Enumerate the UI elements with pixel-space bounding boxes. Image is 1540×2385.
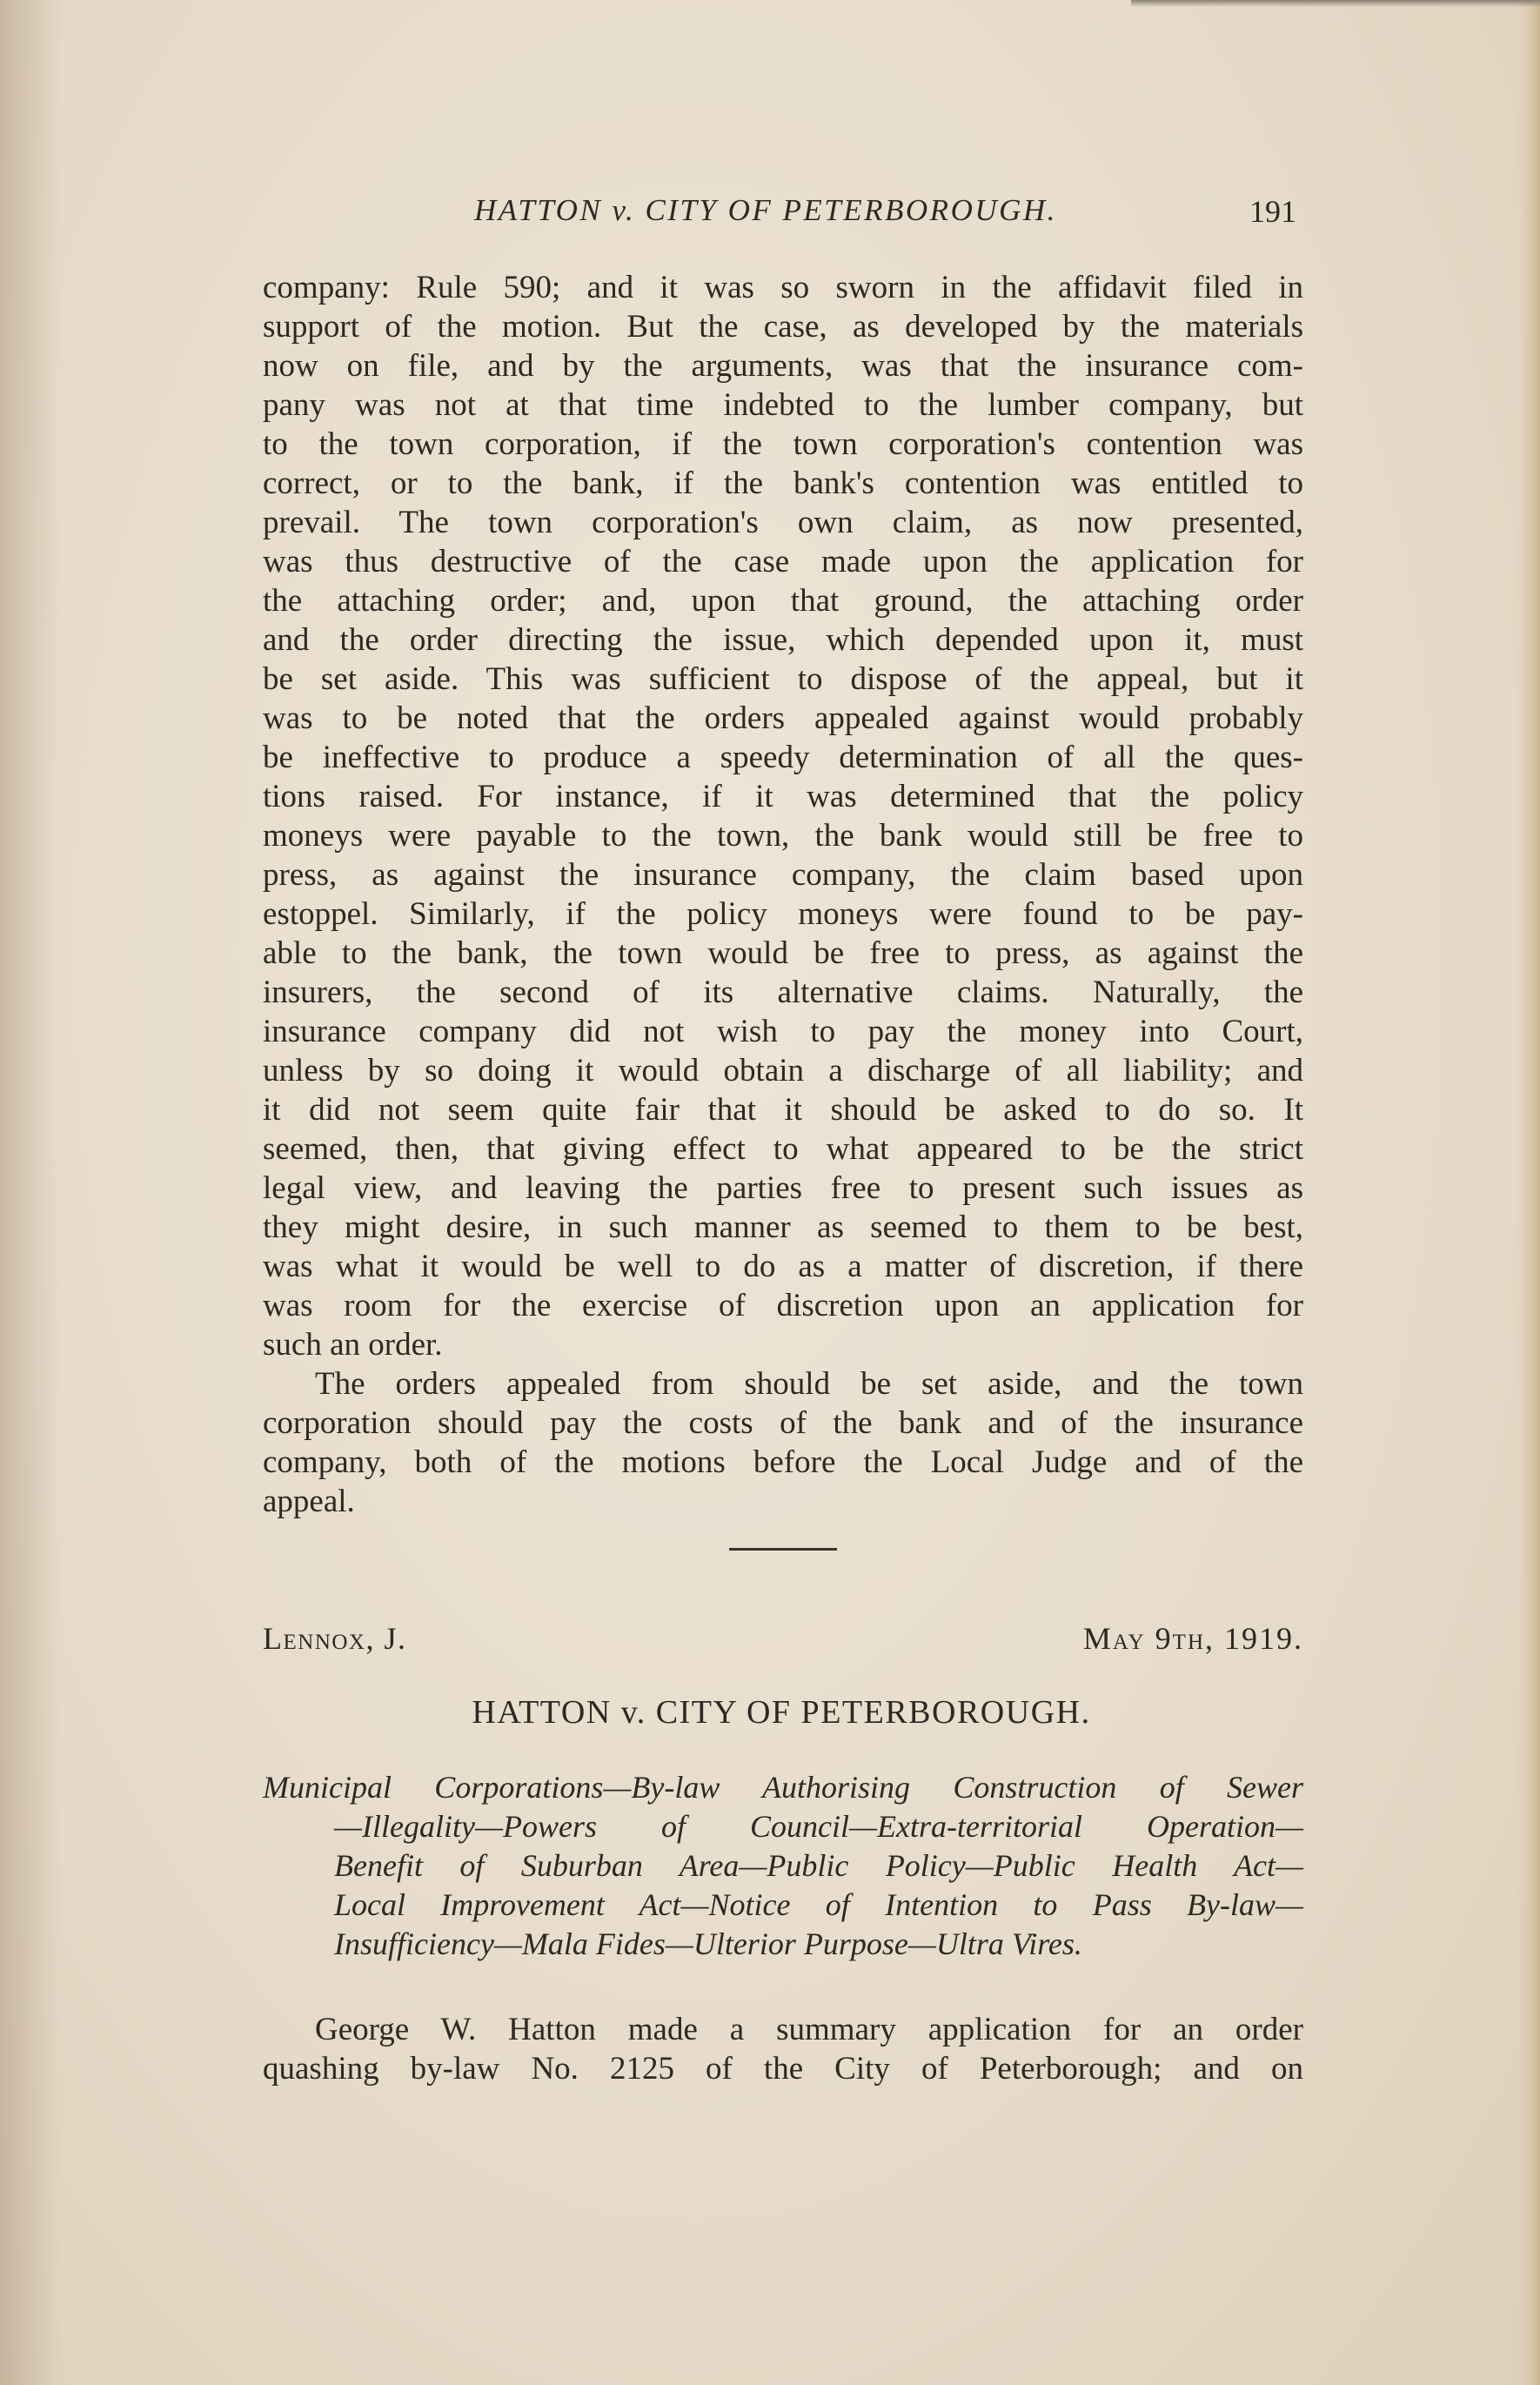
text-line: was what it would be well to do as a matter of discretion, if there: [263, 1249, 1303, 1284]
headnote-line: Insufficiency—Mala Fides—Ulterior Purpose—Ultra Vires.: [334, 1926, 1082, 1961]
text-line: pany was not at that time indebted to the lumber company, but: [263, 387, 1303, 423]
text-line: was thus destructive of the case made upon the application for: [263, 544, 1303, 580]
text-line: insurance company did not wish to pay the money into Court,: [263, 1014, 1303, 1049]
text-line: appeal.: [263, 1484, 355, 1519]
text-line: and the order directing the issue, which depended upon it, must: [263, 622, 1303, 658]
judgment-date: May 9th, 1919.: [1082, 1621, 1303, 1656]
headnote-line: Local Improvement Act—Notice of Intention to Pass By-law—: [334, 1887, 1303, 1922]
headnote: [263, 1768, 1303, 1964]
text-line: the attaching order; and, upon that ground, the attaching order: [263, 583, 1303, 619]
running-title: HATTON v. CITY OF PETERBOROUGH.: [474, 193, 1057, 227]
opening-paragraph: [263, 2010, 1303, 2088]
running-head: [261, 193, 1296, 238]
text-line: moneys were payable to the town, the bank would still be free to: [263, 818, 1303, 854]
text-line: estoppel. Similarly, if the policy moneys were found to be pay-: [263, 896, 1303, 932]
headnote-line: Municipal Corporations—By-law Authorising Construction of Sewer: [263, 1770, 1303, 1805]
text-line: company: Rule 590; and it was so sworn in the affidavit filed in: [263, 270, 1303, 305]
text-line: be ineffective to produce a speedy determination of all the ques-: [263, 740, 1303, 775]
text-line: The orders appealed from should be set aside, and the town: [315, 1366, 1303, 1402]
headnote-line: Benefit of Suburban Area—Public Policy—Public Health Act—: [334, 1848, 1303, 1883]
text-line: support of the motion. But the case, as developed by the materials: [263, 309, 1303, 345]
headnote-line: —Illegality—Powers of Council—Extra-territorial Operation—: [334, 1809, 1303, 1844]
text-line: it did not seem quite fair that it should be asked to do so. It: [263, 1092, 1303, 1128]
body-text: [263, 268, 1303, 1521]
text-line: quashing by-law No. 2125 of the City of Peterborough; and on: [263, 2051, 1303, 2087]
text-line: correct, or to the bank, if the bank's contention was entitled to: [263, 466, 1303, 501]
text-line: corporation should pay the costs of the bank and of the insurance: [263, 1405, 1303, 1441]
text-line: was room for the exercise of discretion upon an application for: [263, 1288, 1303, 1323]
text-line: now on file, and by the arguments, was that the insurance com-: [263, 348, 1303, 384]
text-line: prevail. The town corporation's own claim, as now presented,: [263, 505, 1303, 540]
page-number: 191: [1249, 194, 1296, 229]
text-line: press, as against the insurance company, the claim based upon: [263, 857, 1303, 893]
text-line: unless by so doing it would obtain a discharge of all liability; and: [263, 1053, 1303, 1089]
text-line: to the town corporation, if the town corporation's contention was: [263, 426, 1303, 462]
case-title: HATTON v. CITY OF PETERBOROUGH.: [472, 1694, 1091, 1731]
text-line: legal view, and leaving the parties free to present such issues as: [263, 1170, 1303, 1206]
text-line: insurers, the second of its alternative claims. Naturally, the: [263, 975, 1303, 1010]
page-top-edge: [1131, 0, 1540, 7]
text-line: company, both of the motions before the Local Judge and of the: [263, 1444, 1303, 1480]
text-line: was to be noted that the orders appealed against would probably: [263, 700, 1303, 736]
page-edge: [1517, 0, 1540, 2385]
text-line: George W. Hatton made a summary application for an order: [315, 2012, 1303, 2047]
text-line: such an order.: [263, 1327, 443, 1363]
text-line: be set aside. This was sufficient to dispose of the appeal, but it: [263, 661, 1303, 697]
text-line: tions raised. For instance, if it was determined that the policy: [263, 779, 1303, 814]
text-line: they might desire, in such manner as seemed to them to be best,: [263, 1209, 1303, 1245]
gutter-shadow: [0, 0, 61, 2385]
judge-name: Lennox, J.: [263, 1621, 407, 1656]
text-line: able to the bank, the town would be free to press, as against the: [263, 935, 1303, 971]
section-divider: [729, 1548, 837, 1551]
text-line: seemed, then, that giving effect to what appeared to be the strict: [263, 1131, 1303, 1167]
